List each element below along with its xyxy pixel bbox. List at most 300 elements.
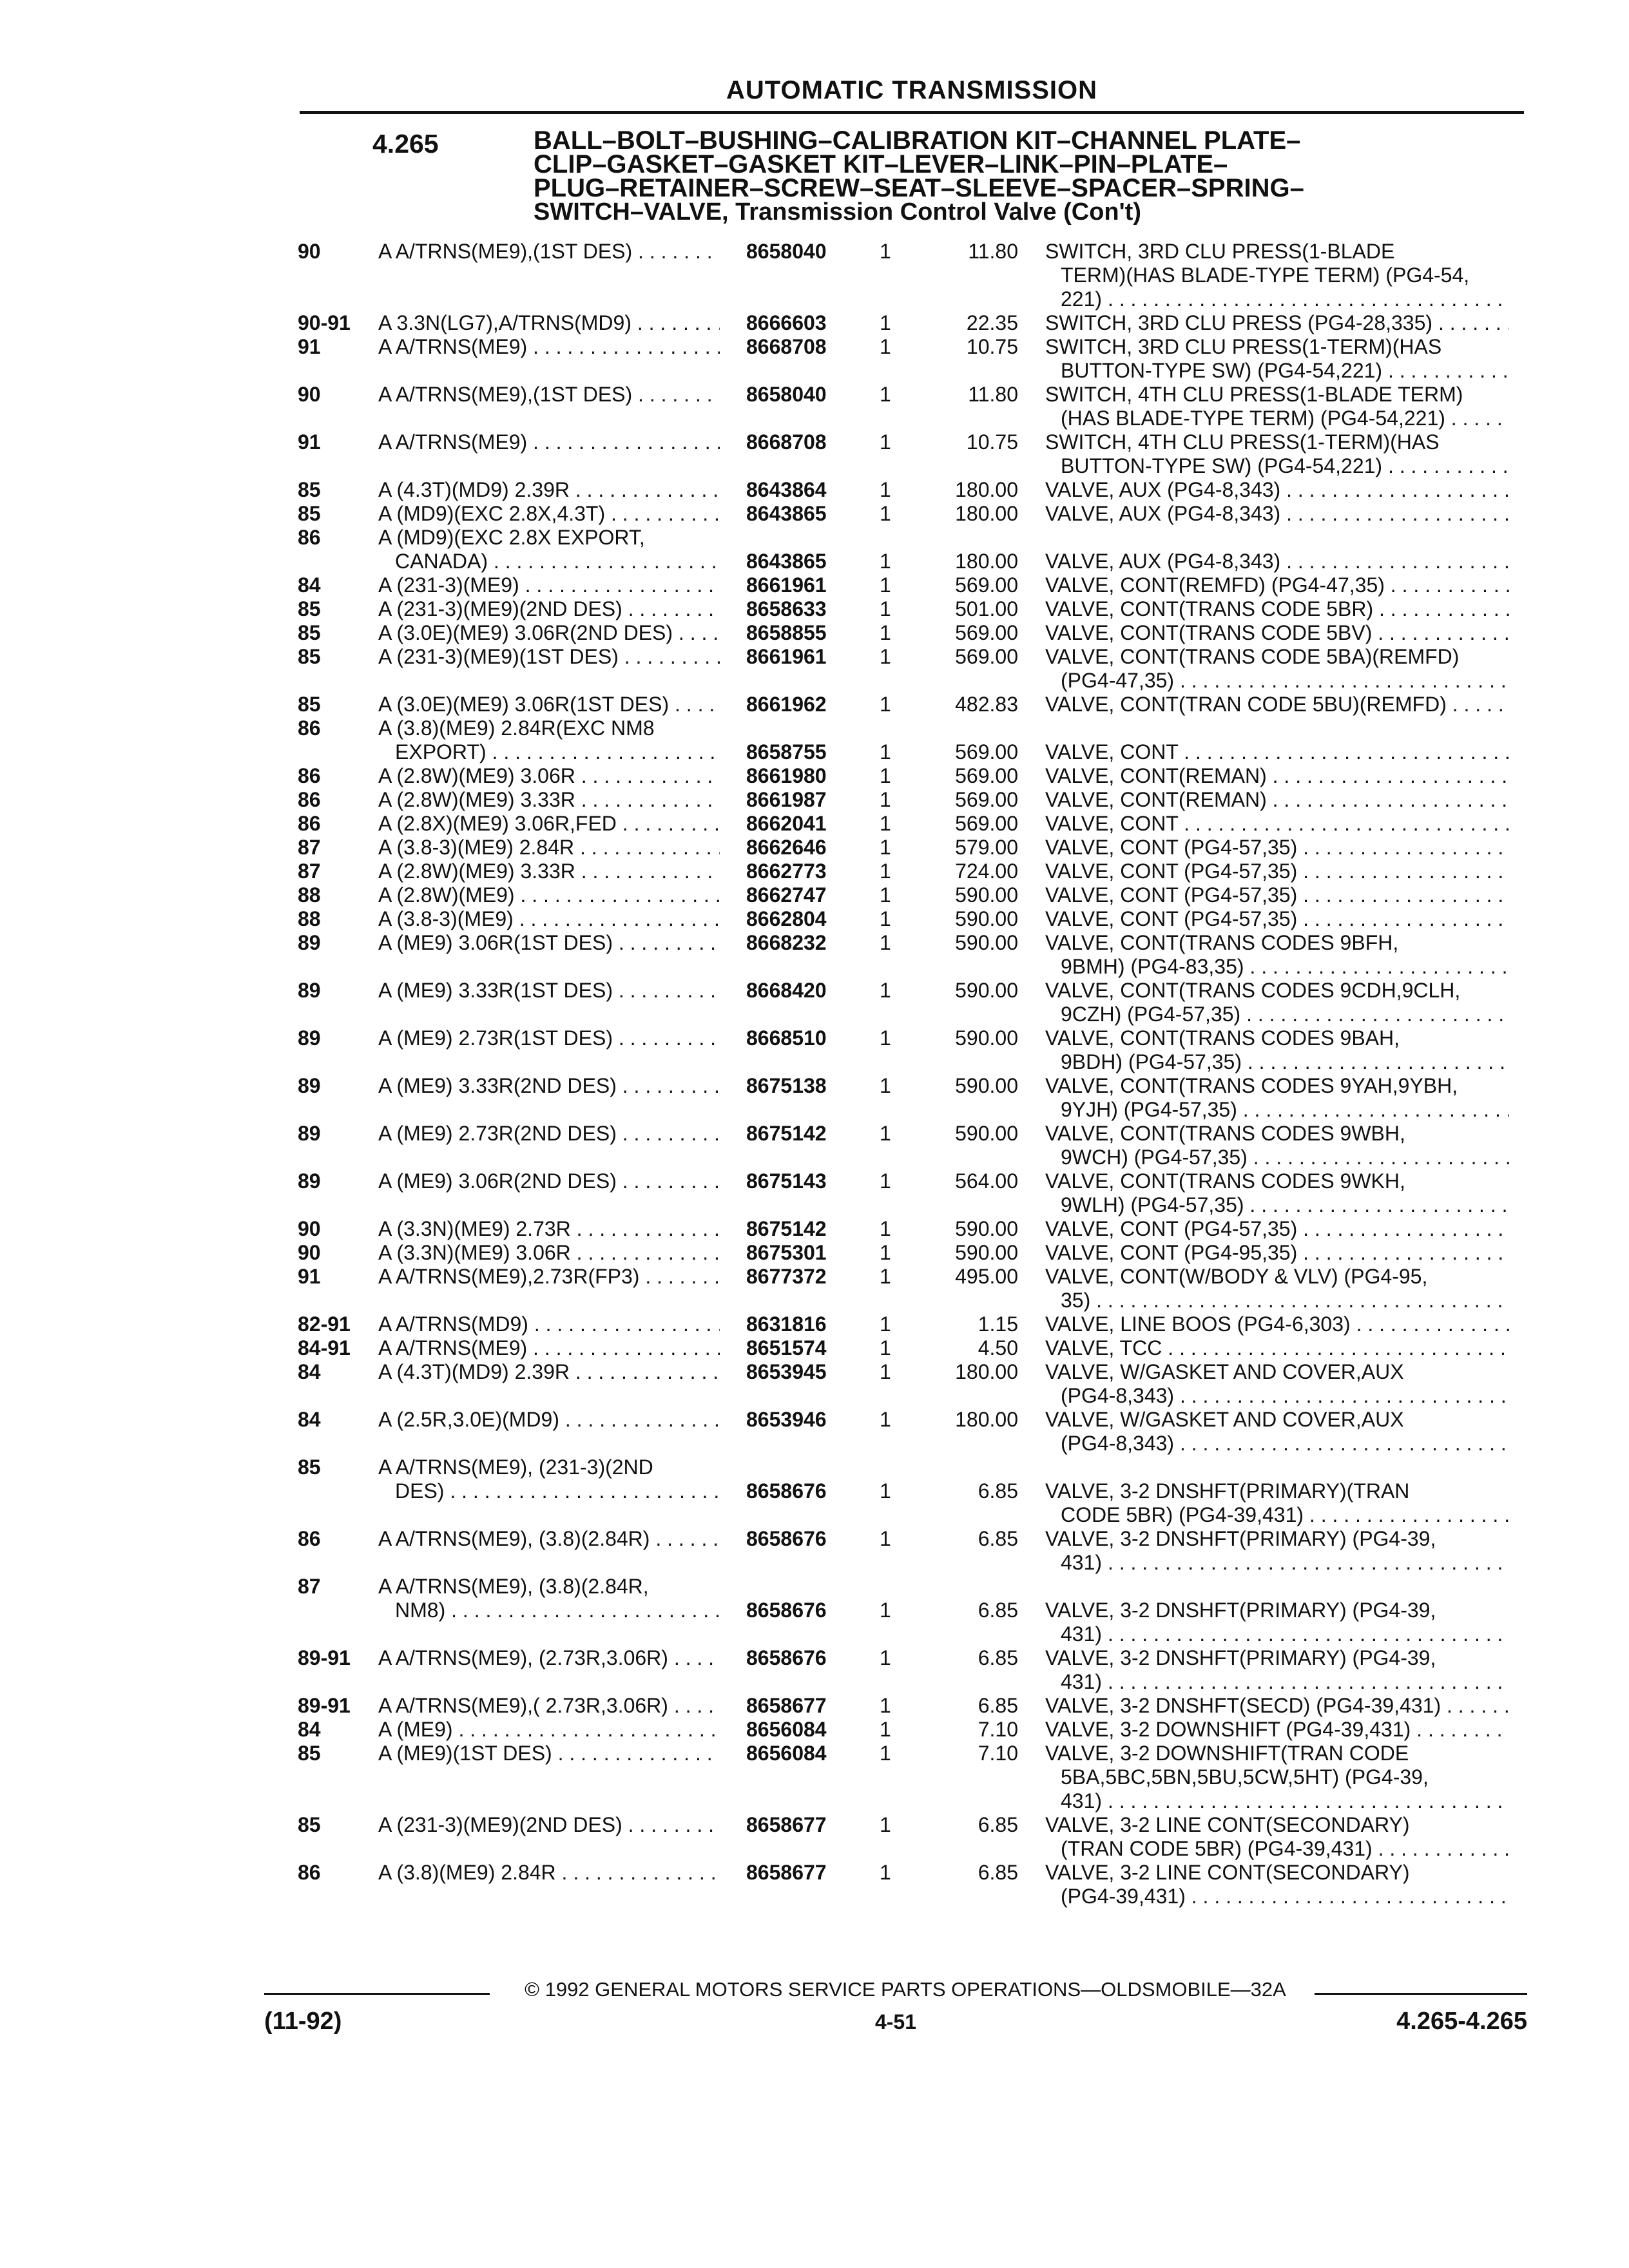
item-number: 90 (298, 383, 321, 406)
application-line: A A/TRNS(ME9), (231-3)(2ND (378, 1456, 653, 1479)
item-number: 85 (298, 1456, 321, 1479)
application-description (378, 1575, 720, 1622)
part-number: 8658040 (746, 383, 827, 406)
part-name (1045, 1479, 1509, 1527)
application-description (378, 764, 720, 788)
quantity: 1 (880, 335, 891, 358)
quantity: 1 (880, 907, 891, 930)
part-name-line: 431) . . . (1045, 1622, 1509, 1646)
item-number: 89-91 (298, 1694, 351, 1717)
application-description (378, 716, 720, 764)
part-name-line: VALVE, 3-2 DNSHFT(PRIMARY) (PG4-39, (1045, 1599, 1436, 1622)
application-description (378, 621, 720, 645)
application-description (378, 1122, 720, 1146)
application-description (378, 1408, 720, 1432)
quantity: 1 (880, 836, 891, 859)
item-number: 86 (298, 764, 321, 787)
application-line: A A/TRNS(ME9), (2.73R,3.06R) . . . (378, 1646, 720, 1670)
quantity: 1 (880, 383, 891, 406)
application-description (378, 1694, 720, 1718)
item-number: 89 (298, 1169, 321, 1193)
quantity: 1 (880, 1599, 891, 1622)
application-description (378, 597, 720, 621)
quantity: 1 (880, 573, 891, 597)
item-number: 89 (298, 979, 321, 1002)
part-name (1045, 979, 1509, 1026)
part-name (1045, 573, 1509, 597)
application-description (378, 1742, 720, 1765)
part-name-line: (PG4-8,343) . . . (1045, 1432, 1509, 1456)
application-description (378, 693, 720, 716)
application-line: A (ME9) 2.73R(2ND DES) . . . (378, 1122, 720, 1146)
application-line: A A/TRNS(ME9),(1ST DES) . . . (378, 383, 720, 407)
part-number: 8675142 (746, 1122, 827, 1145)
part-name-line: 5BA,5BC,5BN,5BU,5CW,5HT) (PG4-39, (1061, 1765, 1429, 1789)
section-title-line: CLIP–GASKET–GASKET KIT–LEVER–LINK–PIN–PLATE– (534, 150, 1228, 178)
item-number: 87 (298, 860, 321, 883)
application-description (378, 979, 720, 1003)
part-name (1045, 621, 1509, 645)
footer-section-range: 4.265-4.265 (1396, 2008, 1527, 2035)
price: 569.00 (955, 573, 1018, 597)
application-line: A (3.8-3)(ME9) . . . (378, 907, 720, 931)
price: 724.00 (955, 860, 1018, 883)
part-name (1045, 1217, 1509, 1241)
part-number: 8658676 (746, 1646, 827, 1669)
quantity: 1 (880, 550, 891, 573)
application-line: A (ME9)(1ST DES) . . . (378, 1742, 720, 1765)
part-name-line: 431) . . . (1045, 1551, 1509, 1575)
part-number: 8668420 (746, 979, 827, 1002)
part-name (1045, 836, 1509, 860)
application-description (378, 1336, 720, 1360)
application-line: A A/TRNS(ME9),( 2.73R,3.06R) . . . (378, 1694, 720, 1718)
application-line: A A/TRNS(MD9) . . . (378, 1312, 720, 1336)
part-name-line: 9WCH) (PG4-57,35) . . . (1045, 1146, 1509, 1169)
part-number: 8661980 (746, 764, 827, 787)
part-name (1045, 1074, 1509, 1122)
item-number: 90 (298, 1241, 321, 1264)
application-description (378, 883, 720, 907)
quantity: 1 (880, 1813, 891, 1836)
quantity: 1 (880, 1694, 891, 1717)
application-line: A (ME9) 3.33R(1ST DES) . . . (378, 979, 720, 1003)
item-number: 85 (298, 478, 321, 501)
part-number: 8675142 (746, 1217, 827, 1240)
quantity: 1 (880, 1646, 891, 1669)
quantity: 1 (880, 478, 891, 501)
part-name (1045, 812, 1509, 836)
part-name-line: 9CZH) (PG4-57,35) . . . (1045, 1003, 1509, 1026)
footer-copyright: © 1992 GENERAL MOTORS SERVICE PARTS OPERATIONS—OLDSMOBILE—32A (525, 1978, 1286, 2001)
part-number: 8661961 (746, 573, 827, 597)
part-number: 8643865 (746, 550, 827, 573)
part-name (1045, 1241, 1509, 1265)
item-number: 85 (298, 693, 321, 716)
item-number: 85 (298, 1813, 321, 1836)
part-name-line: VALVE, CONT(TRANS CODES 9YAH,9YBH, (1045, 1074, 1458, 1097)
application-line: A A/TRNS(ME9) . . . (378, 335, 720, 359)
quantity: 1 (880, 1718, 891, 1741)
item-number: 84 (298, 573, 321, 597)
application-line: A (ME9) . . . (378, 1718, 720, 1742)
part-name-line: SWITCH, 3RD CLU PRESS(1-BLADE (1045, 240, 1395, 263)
part-name (1045, 1861, 1509, 1908)
part-name (1045, 907, 1509, 931)
price: 569.00 (955, 788, 1018, 811)
quantity: 1 (880, 597, 891, 620)
item-number: 87 (298, 836, 321, 859)
application-description (378, 1718, 720, 1742)
application-line: A (MD9)(EXC 2.8X EXPORT, (378, 526, 645, 549)
part-number: 8662646 (746, 836, 827, 859)
item-number: 82-91 (298, 1312, 351, 1336)
part-name (1045, 240, 1509, 311)
part-name-line: VALVE, CONT(TRANS CODE 5BA)(REMFD) (1045, 645, 1460, 668)
item-number: 89 (298, 1026, 321, 1050)
part-name-line: SWITCH, 4TH CLU PRESS(1-BLADE TERM) (1045, 383, 1463, 406)
part-name-line: (PG4-47,35) . . . (1045, 669, 1509, 693)
price: 180.00 (955, 1408, 1018, 1431)
part-name-line: VALVE, 3-2 DNSHFT(PRIMARY)(TRAN (1045, 1479, 1410, 1503)
application-line: A A/TRNS(ME9),2.73R(FP3) . . . (378, 1265, 720, 1289)
item-number: 84-91 (298, 1336, 351, 1360)
application-description (378, 478, 720, 502)
part-name-line: VALVE, CONT (PG4-57,35) . . . (1045, 883, 1509, 907)
application-description (378, 240, 720, 264)
price: 579.00 (955, 836, 1018, 859)
quantity: 1 (880, 740, 891, 764)
application-line: A (2.8W)(ME9) 3.06R . . . (378, 764, 720, 788)
item-number: 84 (298, 1360, 321, 1383)
price: 569.00 (955, 764, 1018, 787)
price: 569.00 (955, 621, 1018, 644)
price: 6.85 (978, 1813, 1018, 1836)
part-name-line: VALVE, CONT (PG4-57,35) . . . (1045, 907, 1509, 931)
quantity: 1 (880, 311, 891, 334)
part-name-line: VALVE, CONT (PG4-57,35) . . . (1045, 860, 1509, 883)
application-description (378, 836, 720, 860)
quantity: 1 (880, 1861, 891, 1884)
quantity: 1 (880, 1074, 891, 1097)
item-number: 84 (298, 1718, 321, 1741)
application-description (378, 1265, 720, 1289)
application-line: A (3.8)(ME9) 2.84R . . . (378, 1861, 720, 1885)
quantity: 1 (880, 693, 891, 716)
header-rule (300, 111, 1524, 114)
part-number: 8662773 (746, 860, 827, 883)
price: 590.00 (955, 979, 1018, 1002)
part-name-line: SWITCH, 3RD CLU PRESS(1-TERM)(HAS (1045, 335, 1442, 358)
price: 495.00 (955, 1265, 1018, 1288)
item-number: 90-91 (298, 311, 351, 334)
application-description (378, 1360, 720, 1384)
item-number: 91 (298, 430, 321, 454)
part-number: 8658677 (746, 1694, 827, 1717)
quantity: 1 (880, 1312, 891, 1336)
part-number: 8643865 (746, 502, 827, 525)
part-name-line: SWITCH, 3RD CLU PRESS (PG4-28,335) . . . (1045, 311, 1509, 335)
part-name (1045, 1813, 1509, 1861)
part-name-line: VALVE, 3-2 LINE CONT(SECONDARY) (1045, 1813, 1410, 1836)
quantity: 1 (880, 883, 891, 907)
application-line: A (ME9) 3.06R(2ND DES) . . . (378, 1169, 720, 1193)
application-description (378, 1074, 720, 1098)
part-number: 8675138 (746, 1074, 827, 1097)
quantity: 1 (880, 1169, 891, 1193)
item-number: 88 (298, 907, 321, 930)
item-number: 88 (298, 883, 321, 907)
part-name-line: 431) . . . (1045, 1670, 1509, 1694)
part-name (1045, 1169, 1509, 1217)
part-name-line: 9BDH) (PG4-57,35) . . . (1045, 1050, 1509, 1074)
application-line: A A/TRNS(ME9) . . . (378, 430, 720, 454)
part-name (1045, 502, 1509, 526)
part-name-line: VALVE, AUX (PG4-8,343) . . . (1045, 478, 1509, 502)
part-number: 8668708 (746, 335, 827, 358)
price: 6.85 (978, 1479, 1018, 1503)
part-name-line: BUTTON-TYPE SW) (PG4-54,221) . . . (1045, 359, 1509, 383)
part-number: 8658040 (746, 240, 827, 263)
part-number: 8666603 (746, 311, 827, 334)
price: 590.00 (955, 1122, 1018, 1145)
price: 564.00 (955, 1169, 1018, 1193)
quantity: 1 (880, 1217, 891, 1240)
application-line: A (3.8-3)(ME9) 2.84R . . . (378, 836, 720, 860)
application-description (378, 335, 720, 359)
part-name-line: VALVE, CONT (PG4-57,35) . . . (1045, 1217, 1509, 1241)
application-line: A (MD9)(EXC 2.8X,4.3T) . . . (378, 502, 720, 526)
price: 590.00 (955, 1026, 1018, 1050)
price: 1.15 (978, 1312, 1018, 1336)
price: 569.00 (955, 740, 1018, 764)
footer-page-number: 4-51 (874, 2010, 917, 2033)
part-name-line: VALVE, AUX (PG4-8,343) . . . (1045, 502, 1509, 526)
part-name-line: VALVE, CONT(REMAN) . . . (1045, 788, 1509, 812)
part-name (1045, 335, 1509, 383)
application-line: DES) . . . (378, 1479, 720, 1503)
application-description (378, 1861, 720, 1885)
quantity: 1 (880, 812, 891, 835)
part-number: 8658855 (746, 621, 827, 644)
item-number: 86 (298, 526, 321, 549)
application-description (378, 1241, 720, 1265)
application-line: A (3.3N)(ME9) 2.73R . . . (378, 1217, 720, 1241)
application-line: A 3.3N(LG7),A/TRNS(MD9) . . . (378, 311, 720, 335)
application-description (378, 860, 720, 883)
application-line: A (2.8W)(ME9) 3.33R . . . (378, 860, 720, 883)
quantity: 1 (880, 1360, 891, 1383)
item-number: 85 (298, 645, 321, 668)
part-number: 8675143 (746, 1169, 827, 1193)
part-name (1045, 931, 1509, 979)
part-name (1045, 597, 1509, 621)
application-description (378, 430, 720, 454)
application-description (378, 1646, 720, 1670)
price: 569.00 (955, 645, 1018, 668)
part-name-line: TERM)(HAS BLADE-TYPE TERM) (PG4-54, (1061, 264, 1470, 287)
application-line: A (3.8)(ME9) 2.84R(EXC NM8 (378, 716, 655, 740)
part-name (1045, 311, 1509, 335)
application-line: A (4.3T)(MD9) 2.39R . . . (378, 478, 720, 502)
part-name-line: VALVE, CONT(TRANS CODES 9BFH, (1045, 931, 1399, 954)
application-description (378, 311, 720, 335)
application-description (378, 812, 720, 836)
part-name-line: VALVE, CONT . . . (1045, 812, 1509, 836)
part-name (1045, 1312, 1509, 1336)
application-description (378, 1456, 720, 1503)
part-name-line: VALVE, 3-2 DOWNSHIFT (PG4-39,431) . . . (1045, 1718, 1509, 1742)
application-line: A (2.8X)(ME9) 3.06R,FED . . . (378, 812, 720, 836)
application-line: A (4.3T)(MD9) 2.39R . . . (378, 1360, 720, 1384)
quantity: 1 (880, 1479, 891, 1503)
price: 7.10 (978, 1718, 1018, 1741)
item-number: 85 (298, 621, 321, 644)
footer-rule (264, 1993, 490, 1995)
page-footer (264, 1978, 1527, 2062)
part-number: 8658677 (746, 1813, 827, 1836)
part-number: 8656084 (746, 1718, 827, 1741)
part-name-line: VALVE, CONT(TRANS CODES 9CDH,9CLH, (1045, 979, 1461, 1002)
part-name-line: CODE 5BR) (PG4-39,431) . . . (1045, 1503, 1509, 1527)
application-line: A (3.0E)(ME9) 3.06R(1ST DES) . . . (378, 693, 720, 716)
item-number: 91 (298, 1265, 321, 1288)
application-description (378, 931, 720, 955)
part-number: 8653946 (746, 1408, 827, 1431)
application-description (378, 573, 720, 597)
part-name (1045, 1599, 1509, 1646)
part-number: 8658676 (746, 1599, 827, 1622)
application-description (378, 502, 720, 526)
price: 11.80 (968, 240, 1018, 263)
part-name (1045, 1646, 1509, 1694)
item-number: 86 (298, 1527, 321, 1550)
price: 10.75 (966, 430, 1018, 454)
application-line: A (231-3)(ME9)(1ST DES) . . . (378, 645, 720, 669)
part-number: 8668708 (746, 430, 827, 454)
price: 6.85 (978, 1861, 1018, 1884)
item-number: 91 (298, 335, 321, 358)
quantity: 1 (880, 931, 891, 954)
footer-date: (11-92) (264, 2008, 342, 2035)
application-description (378, 526, 720, 573)
price: 11.80 (968, 383, 1018, 406)
quantity: 1 (880, 1527, 891, 1550)
part-name (1045, 1026, 1509, 1074)
part-name (1045, 550, 1509, 573)
price: 482.83 (955, 693, 1018, 716)
price: 180.00 (955, 550, 1018, 573)
price: 7.10 (978, 1742, 1018, 1765)
price: 590.00 (955, 931, 1018, 954)
part-number: 8677372 (746, 1265, 827, 1288)
section-title-line: SWITCH–VALVE, Transmission Control Valve (Con't) (534, 198, 1141, 226)
application-description (378, 1527, 720, 1551)
price: 590.00 (955, 1241, 1018, 1264)
quantity: 1 (880, 240, 891, 263)
quantity: 1 (880, 979, 891, 1002)
part-name (1045, 1336, 1509, 1360)
application-line: A (2.8W)(ME9) 3.33R . . . (378, 788, 720, 812)
part-name-line: (TRAN CODE 5BR) (PG4-39,431) . . . (1045, 1837, 1509, 1861)
part-name-line: VALVE, CONT . . . (1045, 740, 1509, 764)
quantity: 1 (880, 1026, 891, 1050)
price: 569.00 (955, 812, 1018, 835)
part-name-line: VALVE, 3-2 LINE CONT(SECONDARY) (1045, 1861, 1410, 1884)
part-name-line: 221) . . . (1045, 287, 1509, 311)
part-name-line: VALVE, CONT(TRANS CODE 5BV) . . . (1045, 621, 1509, 645)
item-number: 90 (298, 1217, 321, 1240)
part-name-line: VALVE, CONT(TRANS CODE 5BR) . . . (1045, 597, 1509, 621)
quantity: 1 (880, 502, 891, 525)
part-name (1045, 430, 1509, 478)
application-line: A (2.5R,3.0E)(MD9) . . . (378, 1408, 720, 1432)
part-name-line: VALVE, AUX (PG4-8,343) . . . (1045, 550, 1509, 573)
application-line: A (231-3)(ME9)(2ND DES) . . . (378, 1813, 720, 1837)
part-number: 8661962 (746, 693, 827, 716)
item-number: 86 (298, 716, 321, 740)
part-number: 8661987 (746, 788, 827, 811)
quantity: 1 (880, 430, 891, 454)
quantity: 1 (880, 621, 891, 644)
part-name (1045, 788, 1509, 812)
quantity: 1 (880, 1241, 891, 1264)
item-number: 84 (298, 1408, 321, 1431)
part-name-line: VALVE, W/GASKET AND COVER,AUX (1045, 1408, 1404, 1431)
part-name (1045, 764, 1509, 788)
part-name-line: BUTTON-TYPE SW) (PG4-54,221) . . . (1045, 454, 1509, 478)
quantity: 1 (880, 1265, 891, 1288)
application-line: CANADA) . . . (378, 550, 720, 573)
part-number: 8662041 (746, 812, 827, 835)
price: 6.85 (978, 1646, 1018, 1669)
application-line: A (3.3N)(ME9) 3.06R . . . (378, 1241, 720, 1265)
part-name-line: 9BMH) (PG4-83,35) . . . (1045, 955, 1509, 979)
application-line: A (3.0E)(ME9) 3.06R(2ND DES) . . . (378, 621, 720, 645)
quantity: 1 (880, 645, 891, 668)
application-description (378, 1312, 720, 1336)
application-line: NM8) . . . (378, 1599, 720, 1622)
quantity: 1 (880, 860, 891, 883)
price: 6.85 (978, 1694, 1018, 1717)
part-name-line: 9YJH) (PG4-57,35) . . . (1045, 1098, 1509, 1122)
application-line: A (2.8W)(ME9) . . . (378, 883, 720, 907)
part-name-line: (HAS BLADE-TYPE TERM) (PG4-54,221) . . . (1045, 407, 1509, 430)
price: 4.50 (978, 1336, 1018, 1360)
application-description (378, 383, 720, 407)
page-title: AUTOMATIC TRANSMISSION (726, 76, 1098, 104)
item-number: 85 (298, 502, 321, 525)
application-line: A A/TRNS(ME9), (3.8)(2.84R) . . . (378, 1527, 720, 1551)
part-name-line: 9WLH) (PG4-57,35) . . . (1045, 1193, 1509, 1217)
part-number: 8662804 (746, 907, 827, 930)
application-description (378, 645, 720, 669)
application-line: A (231-3)(ME9)(2ND DES) . . . (378, 597, 720, 621)
item-number: 89 (298, 1074, 321, 1097)
part-name (1045, 1265, 1509, 1312)
section-title (534, 126, 1577, 226)
quantity: 1 (880, 788, 891, 811)
application-line: A (ME9) 2.73R(1ST DES) . . . (378, 1026, 720, 1050)
price: 180.00 (955, 502, 1018, 525)
part-name-line: VALVE, 3-2 DNSHFT(PRIMARY) (PG4-39, (1045, 1527, 1436, 1550)
part-name (1045, 1360, 1509, 1408)
part-number: 8675301 (746, 1241, 827, 1264)
application-line: A A/TRNS(ME9) . . . (378, 1336, 720, 1360)
price: 10.75 (966, 335, 1018, 358)
part-number: 8653945 (746, 1360, 827, 1383)
price: 590.00 (955, 1217, 1018, 1240)
